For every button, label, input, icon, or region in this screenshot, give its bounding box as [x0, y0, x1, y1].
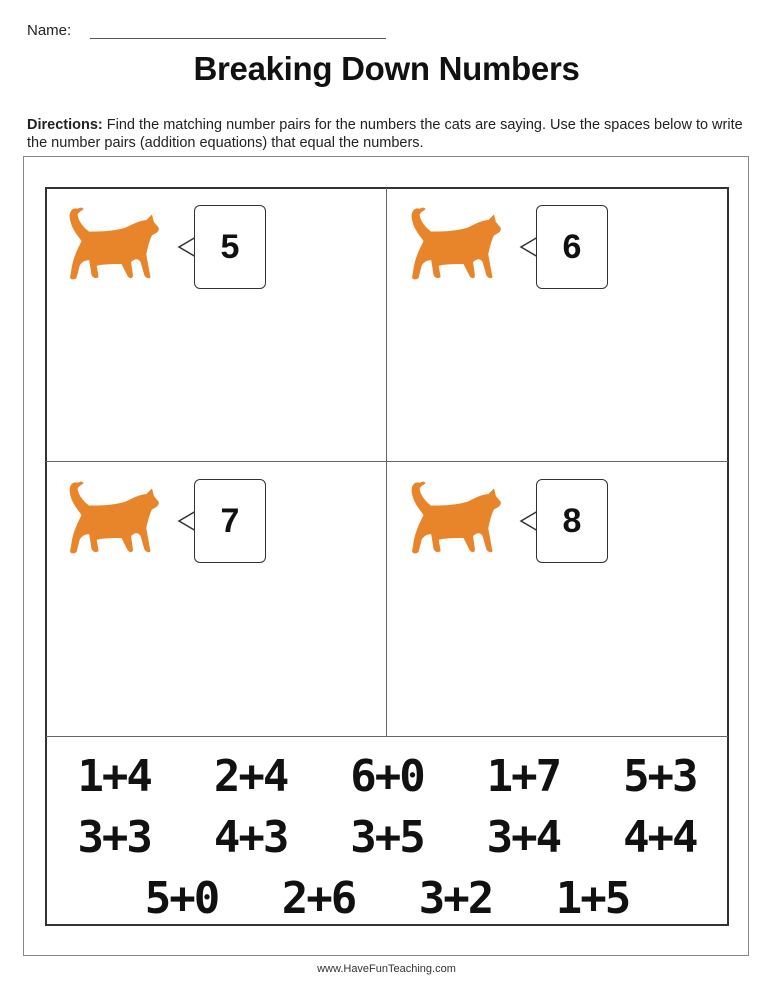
answer-cell-5[interactable]	[46, 189, 386, 463]
answer-cell-8[interactable]	[388, 463, 728, 737]
cat-icon	[64, 477, 160, 557]
speech-bubble-number: 7	[194, 479, 266, 563]
number-pair[interactable]: 1+7	[486, 751, 561, 802]
page-title: Breaking Down Numbers	[193, 50, 580, 87]
number-pair[interactable]: 5+0	[144, 873, 219, 924]
cat-icon	[406, 203, 502, 283]
number-pairs-bank	[46, 737, 728, 924]
answer-cell-6[interactable]	[388, 189, 728, 463]
speech-bubble-number: 5	[194, 205, 266, 289]
number-pair[interactable]: 5+3	[623, 751, 697, 802]
answer-cell-7[interactable]	[46, 463, 386, 737]
number-pair[interactable]: 6+0	[350, 751, 424, 802]
number-pair[interactable]: 3+4	[486, 812, 561, 863]
cat-icon	[64, 203, 160, 283]
name-input-line[interactable]	[90, 38, 386, 39]
speech-bubble-number: 6	[536, 205, 608, 289]
directions	[27, 116, 747, 152]
number-pair[interactable]: 4+4	[623, 812, 697, 863]
pairs-row-3	[46, 873, 728, 924]
vertical-divider	[386, 188, 387, 736]
name-label: Name:	[27, 22, 72, 39]
number-pair[interactable]: 3+5	[350, 812, 424, 863]
number-pair[interactable]: 1+5	[555, 873, 630, 924]
cat-icon	[406, 477, 502, 557]
directions-text: Find the matching number pairs for the numbers the cats are saying. Use the spaces below to write the number pairs (addition equations) that equal the numbers.	[27, 117, 743, 151]
number-pair[interactable]: 1+4	[77, 751, 151, 802]
pairs-row-1	[46, 751, 728, 802]
number-pair[interactable]: 3+2	[418, 873, 493, 924]
number-pair[interactable]: 2+6	[281, 873, 356, 924]
number-pair[interactable]: 3+3	[77, 812, 151, 863]
number-pair[interactable]: 2+4	[213, 751, 288, 802]
footer-url[interactable]: www.HaveFunTeaching.com	[317, 963, 456, 975]
directions-label: Directions:	[27, 117, 103, 133]
speech-bubble-number: 8	[536, 479, 608, 563]
number-pair[interactable]: 4+3	[213, 812, 288, 863]
pairs-row-2	[46, 812, 728, 863]
